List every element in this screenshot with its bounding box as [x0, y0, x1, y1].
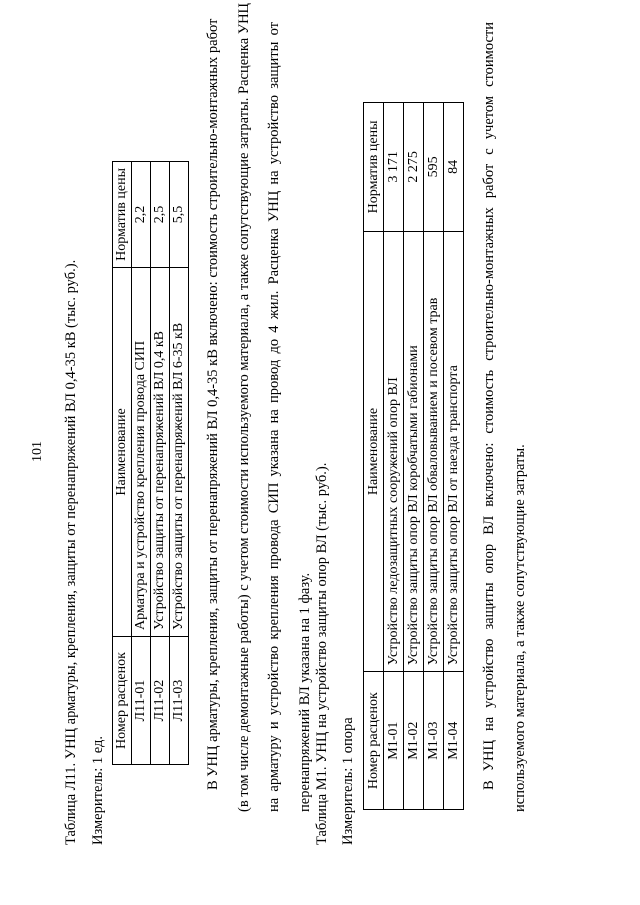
table2-caption: Таблица М1. УНЦ на устройство защиты опор ВЛ (тыс. руб.). — [314, 462, 330, 845]
cell-value: 5,5 — [170, 162, 189, 268]
cell-value: 2,2 — [132, 162, 151, 268]
table1-meter: Измеритель: 1 ед. — [90, 735, 106, 845]
table-row — [132, 162, 151, 765]
table-header-row — [113, 162, 132, 765]
header-code: Номер расценок — [364, 672, 384, 810]
cell-name: Устройство защиты опор ВЛ от наезда транспорта — [444, 231, 464, 671]
cell-name: Арматура и устройство крепления провода СИП — [132, 267, 151, 636]
header-value: Норматив цены — [364, 103, 384, 232]
header-name: Наименование — [364, 231, 384, 671]
paragraph-2 — [474, 22, 535, 812]
page-number: 101 — [30, 441, 45, 462]
cell-code: Л11-02 — [151, 637, 170, 765]
header-name: Наименование — [113, 267, 132, 636]
table1-caption: Таблица Л11. УНЦ арматуры, крепления, защиты от перенапряжений ВЛ 0,4-35 кВ (тыс. руб.). — [63, 259, 79, 845]
table-row — [151, 162, 170, 765]
table-row — [404, 103, 424, 810]
table-row — [384, 103, 404, 810]
cell-value: 3 171 — [384, 103, 404, 232]
table-row — [424, 103, 444, 810]
paragraph-1-line: В УНЦ арматуры, крепления, защиты от перенапряжений ВЛ 0,4-35 кВ включено: стоимость строительно-монтажных работ — [205, 18, 221, 790]
cell-value: 2,5 — [151, 162, 170, 268]
paragraph-2-line: В УНЦ на устройство защиты опор ВЛ включено: стоимость строительно-монтажных работ с учетом стоимости — [481, 22, 497, 790]
table1 — [112, 161, 189, 765]
cell-name: Устройство защиты от перенапряжений ВЛ 6-35 кВ — [170, 267, 189, 636]
header-value: Норматив цены — [113, 162, 132, 268]
cell-code: Л11-03 — [170, 637, 189, 765]
cell-name: Устройство защиты опор ВЛ обваловыванием и посевом трав — [424, 231, 444, 671]
table-row — [170, 162, 189, 765]
paragraph-1-line: на арматуру и устройство крепления провода СИП указана на провод до 4 жил. Расценка УНЦ на устройство защиты от — [266, 22, 282, 812]
table-header-row — [364, 103, 384, 810]
paragraph-1-line: (в том числе демонтажные работы) с учетом стоимости используемого материала, а также сопутствующие затраты. Расценка УНЦ — [235, 2, 252, 812]
cell-name: Устройство защиты опор ВЛ коробчатыми габионами — [404, 231, 424, 671]
cell-code: М1-02 — [404, 672, 424, 810]
table-row — [444, 103, 464, 810]
paragraph-1 — [198, 2, 320, 812]
paragraph-1-line: перенапряжений ВЛ указана на 1 фазу. — [296, 572, 313, 812]
cell-code: Л11-01 — [132, 637, 151, 765]
cell-value: 84 — [444, 103, 464, 232]
cell-value: 595 — [424, 103, 444, 232]
cell-code: М1-03 — [424, 672, 444, 810]
cell-code: М1-01 — [384, 672, 404, 810]
header-code: Номер расценок — [113, 637, 132, 765]
table2 — [363, 102, 464, 810]
cell-value: 2 275 — [404, 103, 424, 232]
cell-code: М1-04 — [444, 672, 464, 810]
table2-meter: Измеритель: 1 опора — [340, 717, 356, 845]
cell-name: Устройство защиты от перенапряжений ВЛ 0,4 кВ — [151, 267, 170, 636]
paragraph-2-line: используемого материала, а также сопутствующие затраты. — [511, 444, 528, 812]
cell-name: Устройство ледозащитных сооружений опор ВЛ — [384, 231, 404, 671]
